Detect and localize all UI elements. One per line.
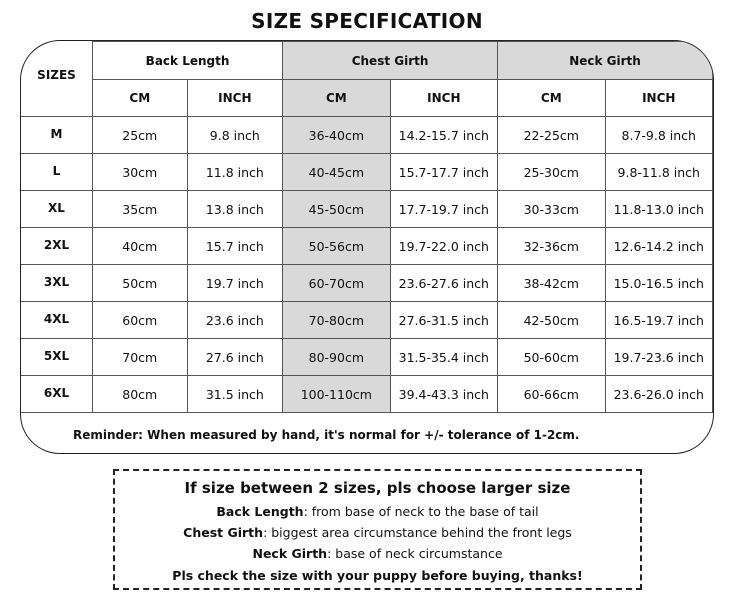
table-cell: 23.6 inch (187, 302, 283, 339)
size-label: 4XL (43, 312, 70, 326)
sizes-divider (21, 412, 92, 413)
table-cell: 60-70cm (283, 265, 391, 302)
header-chest-girth: Chest Girth (283, 42, 498, 80)
table-cell: 19.7-23.6 inch (605, 339, 713, 376)
sizes-header: SIZES (37, 68, 76, 82)
table-cell: 14.2-15.7 inch (390, 117, 497, 154)
sizes-divider (21, 375, 92, 376)
size-label: L (52, 164, 61, 178)
note-back-length: Back Length: from base of neck to the base of tail (216, 504, 539, 519)
header-neck-girth: Neck Girth (498, 42, 713, 80)
size-label: 6XL (43, 386, 70, 400)
table-cell: 36-40cm (283, 117, 391, 154)
unit-header: INCH (605, 80, 713, 117)
notes-heading: If size between 2 sizes, pls choose larger size (184, 479, 571, 497)
sizes-divider (21, 190, 92, 191)
size-label: 2XL (43, 238, 70, 252)
size-label: 5XL (43, 349, 70, 363)
table-cell: 17.7-19.7 inch (390, 191, 497, 228)
header-back-length: Back Length (93, 42, 283, 80)
table-cell: 50-60cm (498, 339, 605, 376)
table-cell: 25-30cm (498, 154, 605, 191)
table-cell: 42-50cm (498, 302, 605, 339)
sizes-divider (21, 227, 92, 228)
table-cell: 100-110cm (283, 376, 391, 413)
size-table-frame (20, 40, 714, 454)
table-cell: 35cm (93, 191, 188, 228)
table-row (93, 117, 713, 154)
table-cell: 15.7-17.7 inch (390, 154, 497, 191)
table-cell: 38-42cm (498, 265, 605, 302)
size-label: 3XL (43, 275, 70, 289)
table-row (93, 228, 713, 265)
reminder-text: Reminder: When measured by hand, it's normal for +/- tolerance of 1-2cm. (73, 428, 580, 442)
table-row (93, 376, 713, 413)
table-cell: 19.7-22.0 inch (390, 228, 497, 265)
size-label: M (50, 127, 63, 141)
table-cell: 39.4-43.3 inch (390, 376, 497, 413)
table-cell: 70cm (93, 339, 188, 376)
table-row (93, 265, 713, 302)
table-cell: 70-80cm (283, 302, 391, 339)
table-cell: 50-56cm (283, 228, 391, 265)
table-cell: 60cm (93, 302, 188, 339)
table-cell: 15.0-16.5 inch (605, 265, 713, 302)
note-neck-girth: Neck Girth: base of neck circumstance (252, 546, 503, 561)
table-cell: 11.8-13.0 inch (605, 191, 713, 228)
table-row (93, 339, 713, 376)
unit-header: CM (283, 80, 391, 117)
size-table (92, 41, 713, 413)
unit-header: CM (93, 80, 188, 117)
table-row (93, 302, 713, 339)
unit-header: INCH (187, 80, 283, 117)
table-cell: 32-36cm (498, 228, 605, 265)
size-label: XL (48, 201, 65, 215)
sizes-divider (21, 301, 92, 302)
table-cell: 60-66cm (498, 376, 605, 413)
table-cell: 40cm (93, 228, 188, 265)
notes-box (113, 469, 642, 590)
table-cell: 25cm (93, 117, 188, 154)
table-cell: 80-90cm (283, 339, 391, 376)
table-cell: 31.5 inch (187, 376, 283, 413)
table-cell: 9.8 inch (187, 117, 283, 154)
sizes-divider (21, 116, 92, 117)
page-title: SIZE SPECIFICATION (251, 9, 483, 33)
note-final: Pls check the size with your puppy before buying, thanks! (172, 568, 583, 583)
table-cell: 13.8 inch (187, 191, 283, 228)
unit-header: INCH (390, 80, 497, 117)
sizes-divider (21, 338, 92, 339)
table-row (93, 191, 713, 228)
table-cell: 22-25cm (498, 117, 605, 154)
table-cell: 8.7-9.8 inch (605, 117, 713, 154)
sizes-divider (21, 264, 92, 265)
table-cell: 27.6 inch (187, 339, 283, 376)
table-cell: 30cm (93, 154, 188, 191)
table-cell: 45-50cm (283, 191, 391, 228)
table-cell: 80cm (93, 376, 188, 413)
table-cell: 27.6-31.5 inch (390, 302, 497, 339)
table-cell: 15.7 inch (187, 228, 283, 265)
table-cell: 16.5-19.7 inch (605, 302, 713, 339)
table-cell: 31.5-35.4 inch (390, 339, 497, 376)
table-cell: 50cm (93, 265, 188, 302)
sizes-divider (21, 153, 92, 154)
note-chest-girth: Chest Girth: biggest area circumstance behind the front legs (183, 525, 572, 540)
table-row (93, 154, 713, 191)
table-cell: 30-33cm (498, 191, 605, 228)
table-cell: 23.6-27.6 inch (390, 265, 497, 302)
table-cell: 9.8-11.8 inch (605, 154, 713, 191)
unit-header: CM (498, 80, 605, 117)
table-cell: 23.6-26.0 inch (605, 376, 713, 413)
table-cell: 12.6-14.2 inch (605, 228, 713, 265)
table-cell: 40-45cm (283, 154, 391, 191)
table-cell: 11.8 inch (187, 154, 283, 191)
table-cell: 19.7 inch (187, 265, 283, 302)
